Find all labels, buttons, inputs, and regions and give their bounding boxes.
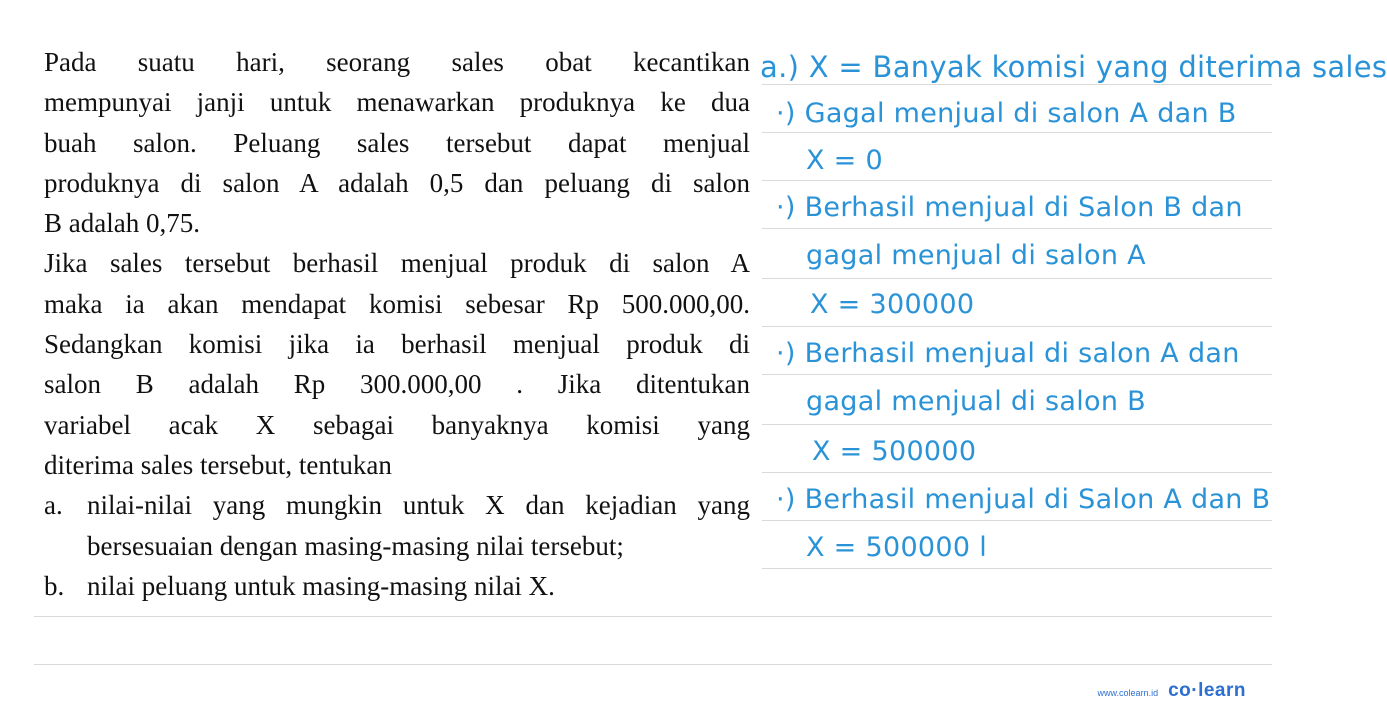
handwritten-line: X = 500000 bbox=[812, 436, 977, 467]
handwritten-line: ·) Berhasil menjual di Salon B dan bbox=[776, 192, 1243, 223]
rule-line bbox=[34, 616, 1272, 617]
problem-line: maka ia akan mendapat komisi sebesar Rp 500.000,00. bbox=[44, 288, 750, 319]
rule-line bbox=[762, 326, 1272, 327]
problem-text bbox=[44, 42, 750, 606]
rule-line bbox=[762, 228, 1272, 229]
problem-line: produknya di salon A adalah 0,5 dan peluang di salon bbox=[44, 167, 750, 198]
handwritten-line: ·) Gagal menjual di salon A dan B bbox=[776, 98, 1237, 129]
question-item-a bbox=[44, 485, 750, 525]
problem-line: diterima sales tersebut, tentukan bbox=[44, 449, 392, 480]
handwritten-line: X = 300000 bbox=[810, 289, 975, 320]
problem-line: Jika sales tersebut berhasil menjual produk di salon A bbox=[44, 248, 750, 279]
problem-line: Sedangkan komisi jika ia berhasil menjual produk di bbox=[44, 329, 750, 360]
handwritten-line: X = 0 bbox=[806, 145, 883, 176]
handwritten-line: a.) X = Banyak komisi yang diterima sales bbox=[760, 50, 1387, 84]
question-item-b bbox=[44, 566, 750, 606]
problem-line: salon B adalah Rp 300.000,00 . Jika ditentukan bbox=[44, 369, 750, 400]
rule-line bbox=[762, 132, 1272, 133]
handwritten-line: ·) Berhasil menjual di Salon A dan B bbox=[776, 484, 1271, 515]
problem-line: variabel acak X sebagai banyaknya komisi yang bbox=[44, 409, 750, 440]
problem-line: B adalah 0,75. bbox=[44, 208, 200, 239]
rule-line bbox=[762, 180, 1272, 181]
brand-logo: co·learn bbox=[1168, 680, 1246, 701]
rule-line bbox=[762, 568, 1272, 569]
handwritten-line: gagal menjual di salon B bbox=[806, 386, 1146, 417]
handwritten-line: ·) Berhasil menjual di salon A dan bbox=[776, 338, 1240, 369]
rule-line bbox=[762, 278, 1272, 279]
item-label: b. bbox=[44, 570, 65, 601]
rule-line bbox=[34, 664, 1272, 665]
problem-line: Pada suatu hari, seorang sales obat kecantikan bbox=[44, 47, 750, 77]
rule-line bbox=[762, 424, 1272, 425]
rule-line bbox=[762, 374, 1272, 375]
rule-line bbox=[762, 520, 1272, 521]
item-text: nilai-nilai yang mungkin untuk X dan kejadian yang bbox=[87, 490, 750, 521]
handwritten-line: gagal menjual di salon A bbox=[806, 240, 1146, 271]
problem-line: mempunyai janji untuk menawarkan produknya ke dua bbox=[44, 87, 750, 118]
brand-watermark bbox=[1098, 680, 1246, 702]
rule-line bbox=[762, 472, 1272, 473]
brand-url: www.colearn.id bbox=[1097, 688, 1159, 698]
handwritten-line: X = 500000 l bbox=[806, 532, 988, 563]
problem-line: buah salon. Peluang sales tersebut dapat menjual bbox=[44, 127, 750, 158]
item-text: nilai peluang untuk masing-masing nilai X. bbox=[87, 570, 555, 601]
item-text-continued: bersesuaian dengan masing-masing nilai tersebut; bbox=[87, 530, 624, 561]
item-label: a. bbox=[44, 490, 63, 521]
rule-line bbox=[762, 84, 1272, 85]
